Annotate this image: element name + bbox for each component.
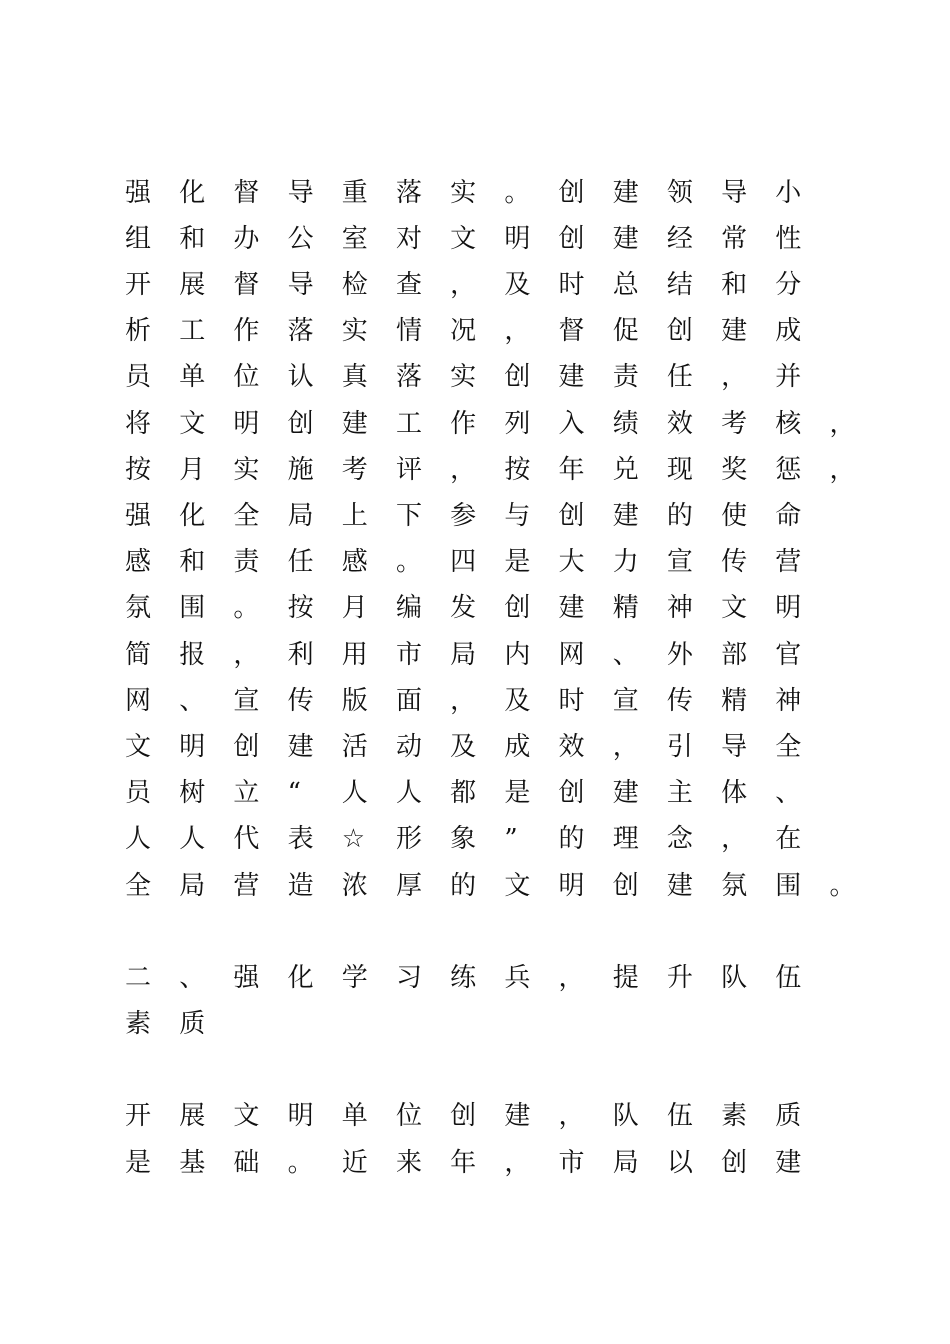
- glyph: 围: [775, 871, 802, 901]
- glyph: 基: [179, 1148, 206, 1178]
- glyph: 树: [179, 778, 206, 808]
- glyph: 局: [179, 871, 206, 901]
- glyph: ，: [721, 362, 748, 392]
- glyph: 文: [125, 732, 152, 762]
- glyph: 宣: [612, 686, 639, 716]
- glyph: 强: [233, 963, 260, 993]
- text-line: [125, 635, 829, 675]
- glyph: 利: [287, 640, 314, 670]
- glyph: 宣: [666, 547, 693, 577]
- text-line: [125, 265, 829, 305]
- glyph: 奖: [721, 455, 748, 485]
- glyph: 。: [395, 547, 422, 577]
- text-line: [125, 219, 829, 259]
- glyph: 施: [287, 455, 314, 485]
- glyph: 创: [558, 501, 585, 531]
- glyph: 结: [666, 270, 693, 300]
- glyph: 明: [179, 732, 206, 762]
- glyph: 室: [341, 224, 368, 254]
- glyph: 来: [395, 1148, 422, 1178]
- glyph: 发: [450, 593, 477, 623]
- glyph: 建: [612, 224, 639, 254]
- glyph: 。: [829, 871, 856, 901]
- glyph: 领: [666, 178, 693, 208]
- glyph: 报: [179, 640, 206, 670]
- glyph: 感: [125, 547, 152, 577]
- glyph: 工: [179, 316, 206, 346]
- glyph: 和: [179, 547, 206, 577]
- glyph: 伍: [775, 963, 802, 993]
- glyph: 全: [233, 501, 260, 531]
- glyph: 学: [341, 963, 368, 993]
- glyph: 工: [395, 409, 422, 439]
- glyph: 督: [233, 178, 260, 208]
- glyph: 常: [721, 224, 748, 254]
- glyph: ，: [829, 455, 856, 485]
- glyph: 、: [179, 963, 206, 993]
- glyph: 以: [666, 1148, 693, 1178]
- glyph: 单: [341, 1101, 368, 1131]
- glyph: 分: [775, 270, 802, 300]
- glyph: ，: [504, 316, 531, 346]
- glyph: 评: [395, 455, 422, 485]
- glyph: 局: [287, 501, 314, 531]
- glyph: 成: [775, 316, 802, 346]
- glyph: 真: [341, 362, 368, 392]
- glyph: 位: [233, 362, 260, 392]
- glyph: 全: [775, 732, 802, 762]
- glyph: 认: [287, 362, 314, 392]
- glyph: 促: [612, 316, 639, 346]
- glyph: 化: [179, 178, 206, 208]
- glyph: 局: [612, 1148, 639, 1178]
- glyph: 月: [179, 455, 206, 485]
- glyph: 时: [558, 686, 585, 716]
- glyph: 、: [775, 778, 802, 808]
- glyph: 化: [179, 501, 206, 531]
- glyph: 按: [504, 455, 531, 485]
- glyph: 官: [775, 640, 802, 670]
- glyph: 总: [612, 270, 639, 300]
- glyph: 创: [666, 316, 693, 346]
- glyph: 伍: [666, 1101, 693, 1131]
- glyph: 创: [558, 778, 585, 808]
- glyph: 与: [504, 501, 531, 531]
- glyph: 列: [504, 409, 531, 439]
- glyph: 、: [179, 686, 206, 716]
- glyph: 人: [179, 824, 206, 854]
- text-line: [125, 773, 829, 813]
- glyph: 建: [558, 362, 585, 392]
- glyph: 并: [775, 362, 802, 392]
- glyph: 况: [450, 316, 477, 346]
- glyph: 二: [125, 963, 152, 993]
- text-line: [125, 866, 884, 906]
- glyph: 开: [125, 1101, 152, 1131]
- glyph: 版: [341, 686, 368, 716]
- glyph: 导: [721, 732, 748, 762]
- glyph: 文: [504, 871, 531, 901]
- glyph: 创: [558, 224, 585, 254]
- glyph: 惩: [775, 455, 802, 485]
- glyph: 开: [125, 270, 152, 300]
- glyph: 氛: [721, 871, 748, 901]
- glyph: 面: [395, 686, 422, 716]
- text-line: [125, 173, 829, 213]
- glyph: 的: [666, 501, 693, 531]
- glyph: 和: [721, 270, 748, 300]
- text-line: [125, 1143, 829, 1183]
- glyph: 导: [287, 178, 314, 208]
- glyph: 市: [558, 1148, 585, 1178]
- glyph: 落: [395, 178, 422, 208]
- glyph: 月: [341, 593, 368, 623]
- glyph: 创: [504, 362, 531, 392]
- glyph: 编: [395, 593, 422, 623]
- glyph: 参: [450, 501, 477, 531]
- glyph: 动: [395, 732, 422, 762]
- glyph: 查: [395, 270, 422, 300]
- glyph: 析: [125, 316, 152, 346]
- heading-line: [125, 1004, 233, 1044]
- glyph: 围: [179, 593, 206, 623]
- text-line: [125, 681, 829, 721]
- glyph: 落: [395, 362, 422, 392]
- glyph: 传: [721, 547, 748, 577]
- glyph: 神: [666, 593, 693, 623]
- glyph: 明: [287, 1101, 314, 1131]
- glyph: 兵: [504, 963, 531, 993]
- text-line: [125, 542, 829, 582]
- glyph: 对: [395, 224, 422, 254]
- glyph: 是: [125, 1148, 152, 1178]
- glyph: 网: [125, 686, 152, 716]
- glyph: 宣: [233, 686, 260, 716]
- glyph: 实: [450, 362, 477, 392]
- glyph: 练: [450, 963, 477, 993]
- glyph: 精: [721, 686, 748, 716]
- glyph: 现: [666, 455, 693, 485]
- glyph: 素: [721, 1101, 748, 1131]
- glyph: 建: [341, 409, 368, 439]
- glyph: 主: [666, 778, 693, 808]
- glyph: 导: [287, 270, 314, 300]
- glyph: 、: [612, 640, 639, 670]
- glyph: 时: [558, 270, 585, 300]
- glyph: 。: [233, 593, 260, 623]
- glyph: ☆: [341, 824, 366, 854]
- glyph: 展: [179, 270, 206, 300]
- glyph: 队: [721, 963, 748, 993]
- glyph: ，: [233, 640, 260, 670]
- glyph: 创: [504, 593, 531, 623]
- glyph: 使: [721, 501, 748, 531]
- glyph: 落: [287, 316, 314, 346]
- glyph: ，: [558, 963, 585, 993]
- glyph: “: [287, 778, 301, 808]
- glyph: 实: [450, 178, 477, 208]
- glyph: 市: [395, 640, 422, 670]
- glyph: 人: [125, 824, 152, 854]
- text-line: [125, 588, 829, 628]
- glyph: 任: [666, 362, 693, 392]
- glyph: 实: [341, 316, 368, 346]
- glyph: 明: [233, 409, 260, 439]
- glyph: 小: [775, 178, 802, 208]
- glyph: 代: [233, 824, 260, 854]
- glyph: 氛: [125, 593, 152, 623]
- text-line: [125, 727, 829, 767]
- glyph: 局: [450, 640, 477, 670]
- glyph: 责: [612, 362, 639, 392]
- glyph: 都: [450, 778, 477, 808]
- glyph: 员: [125, 362, 152, 392]
- glyph: 下: [395, 501, 422, 531]
- glyph: 效: [666, 409, 693, 439]
- glyph: 的: [558, 824, 585, 854]
- heading-line: [125, 958, 829, 998]
- glyph: 全: [125, 871, 152, 901]
- glyph: 创: [287, 409, 314, 439]
- glyph: 明: [504, 224, 531, 254]
- text-line: [125, 1096, 829, 1136]
- glyph: 位: [395, 1101, 422, 1131]
- glyph: 强: [125, 178, 152, 208]
- text-line: [125, 450, 884, 490]
- glyph: 重: [341, 178, 368, 208]
- glyph: 明: [775, 593, 802, 623]
- glyph: 表: [287, 824, 314, 854]
- glyph: 考: [341, 455, 368, 485]
- glyph: 人: [341, 778, 368, 808]
- glyph: 创: [612, 871, 639, 901]
- glyph: 外: [666, 640, 693, 670]
- glyph: 绩: [612, 409, 639, 439]
- glyph: 及: [504, 686, 531, 716]
- glyph: 造: [287, 871, 314, 901]
- glyph: 营: [233, 871, 260, 901]
- glyph: 精: [612, 593, 639, 623]
- glyph: 建: [612, 501, 639, 531]
- glyph: 近: [341, 1148, 368, 1178]
- glyph: 理: [612, 824, 639, 854]
- glyph: 质: [775, 1101, 802, 1131]
- glyph: 传: [666, 686, 693, 716]
- glyph: 公: [287, 224, 314, 254]
- glyph: 形: [395, 824, 422, 854]
- text-line: [125, 404, 884, 444]
- glyph: 建: [612, 778, 639, 808]
- glyph: 传: [287, 686, 314, 716]
- glyph: 和: [179, 224, 206, 254]
- glyph: 队: [612, 1101, 639, 1131]
- glyph: 建: [775, 1148, 802, 1178]
- glyph: 念: [666, 824, 693, 854]
- glyph: 简: [125, 640, 152, 670]
- glyph: 体: [721, 778, 748, 808]
- glyph: 用: [341, 640, 368, 670]
- glyph: 作: [233, 316, 260, 346]
- glyph: 导: [721, 178, 748, 208]
- glyph: 效: [558, 732, 585, 762]
- glyph: 建: [504, 1101, 531, 1131]
- glyph: 情: [395, 316, 422, 346]
- glyph: 及: [504, 270, 531, 300]
- glyph: 及: [450, 732, 477, 762]
- glyph: 上: [341, 501, 368, 531]
- text-line: [125, 357, 829, 397]
- glyph: 营: [775, 547, 802, 577]
- glyph: 。: [504, 178, 531, 208]
- glyph: 引: [666, 732, 693, 762]
- glyph: 创: [233, 732, 260, 762]
- glyph: 督: [558, 316, 585, 346]
- glyph: 检: [341, 270, 368, 300]
- glyph: ，: [504, 1148, 531, 1178]
- glyph: 。: [287, 1148, 314, 1178]
- glyph: ，: [450, 686, 477, 716]
- glyph: ，: [612, 732, 639, 762]
- glyph: ，: [721, 824, 748, 854]
- glyph: 性: [775, 224, 802, 254]
- glyph: 入: [558, 409, 585, 439]
- glyph: 展: [179, 1101, 206, 1131]
- glyph: ，: [558, 1101, 585, 1131]
- glyph: 年: [450, 1148, 477, 1178]
- glyph: 础: [233, 1148, 260, 1178]
- glyph: 人: [395, 778, 422, 808]
- glyph: 按: [287, 593, 314, 623]
- glyph: 创: [558, 178, 585, 208]
- glyph: 活: [341, 732, 368, 762]
- glyph: 兑: [612, 455, 639, 485]
- text-line: [125, 496, 829, 536]
- glyph: 浓: [341, 871, 368, 901]
- glyph: ”: [504, 824, 518, 854]
- glyph: 的: [450, 871, 477, 901]
- glyph: 员: [125, 778, 152, 808]
- glyph: 是: [504, 778, 531, 808]
- glyph: 经: [666, 224, 693, 254]
- glyph: 网: [558, 640, 585, 670]
- glyph: 年: [558, 455, 585, 485]
- glyph: 文: [233, 1101, 260, 1131]
- glyph: 化: [287, 963, 314, 993]
- glyph: 建: [612, 178, 639, 208]
- glyph: 立: [233, 778, 260, 808]
- glyph: 作: [450, 409, 477, 439]
- glyph: 象: [450, 824, 477, 854]
- glyph: 强: [125, 501, 152, 531]
- glyph: 在: [775, 824, 802, 854]
- glyph: 素: [125, 1009, 152, 1039]
- glyph: 提: [612, 963, 639, 993]
- glyph: 是: [504, 547, 531, 577]
- glyph: 考: [721, 409, 748, 439]
- glyph: 创: [721, 1148, 748, 1178]
- glyph: 神: [775, 686, 802, 716]
- glyph: 办: [233, 224, 260, 254]
- glyph: 创: [450, 1101, 477, 1131]
- glyph: 文: [450, 224, 477, 254]
- glyph: 任: [287, 547, 314, 577]
- glyph: 升: [666, 963, 693, 993]
- glyph: 督: [233, 270, 260, 300]
- glyph: 命: [775, 501, 802, 531]
- glyph: 大: [558, 547, 585, 577]
- glyph: 责: [233, 547, 260, 577]
- glyph: 建: [287, 732, 314, 762]
- glyph: 厚: [395, 871, 422, 901]
- glyph: 文: [179, 409, 206, 439]
- glyph: ，: [829, 409, 856, 439]
- glyph: 单: [179, 362, 206, 392]
- glyph: 内: [504, 640, 531, 670]
- glyph: 核: [775, 409, 802, 439]
- glyph: 文: [721, 593, 748, 623]
- glyph: 质: [179, 1009, 206, 1039]
- glyph: 习: [395, 963, 422, 993]
- glyph: 组: [125, 224, 152, 254]
- glyph: ，: [450, 455, 477, 485]
- glyph: 实: [233, 455, 260, 485]
- glyph: 感: [341, 547, 368, 577]
- glyph: 明: [558, 871, 585, 901]
- glyph: 部: [721, 640, 748, 670]
- glyph: 建: [666, 871, 693, 901]
- glyph: 成: [504, 732, 531, 762]
- glyph: 四: [450, 547, 477, 577]
- glyph: 建: [558, 593, 585, 623]
- text-line: [125, 819, 829, 859]
- text-line: [125, 311, 829, 351]
- glyph: ，: [450, 270, 477, 300]
- glyph: 建: [721, 316, 748, 346]
- glyph: 将: [125, 409, 152, 439]
- glyph: 力: [612, 547, 639, 577]
- glyph: 按: [125, 455, 152, 485]
